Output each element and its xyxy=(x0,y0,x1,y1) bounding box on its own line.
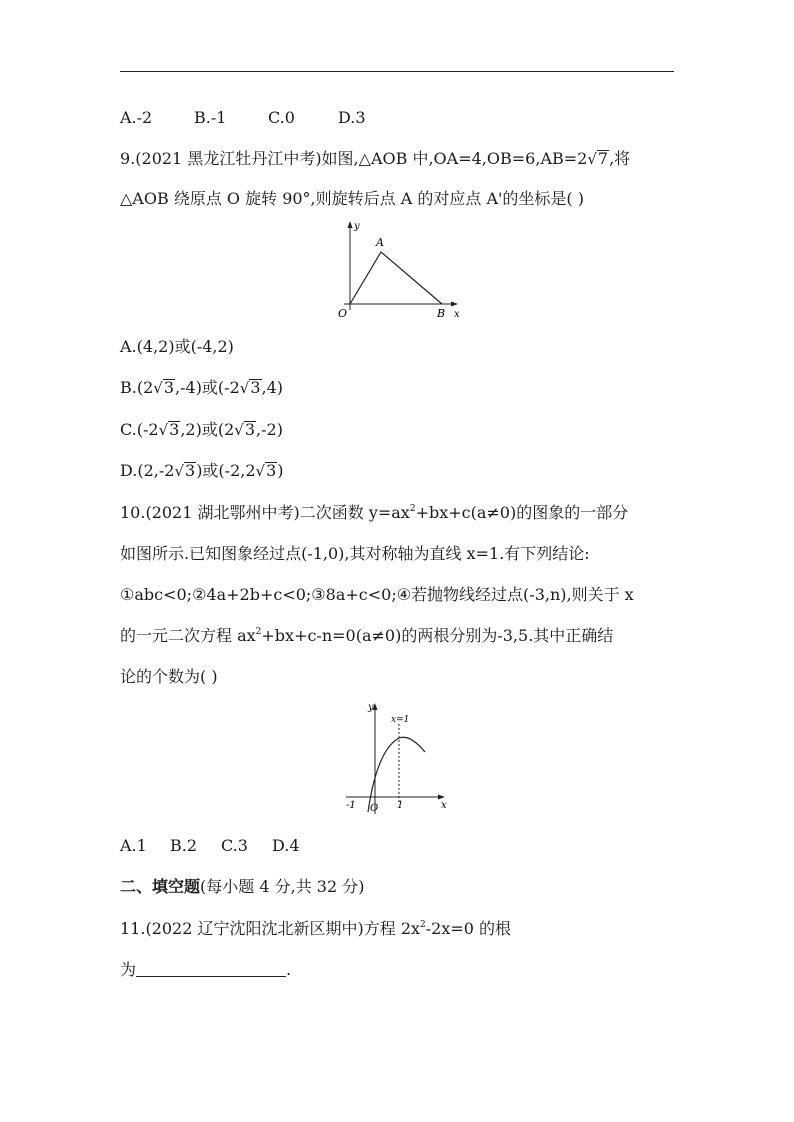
q10-label-symmetry: x=1 xyxy=(391,715,410,725)
q10-option-a: A.1 xyxy=(120,836,147,855)
q9-stem-line2: △AOB 绕原点 O 旋转 90°,则旋转后点 A 的对应点 A'的坐标是( ) xyxy=(120,189,584,208)
q10-option-c: C.3 xyxy=(221,836,248,855)
q10-label-one: 1 xyxy=(397,800,404,811)
q9-option-d: D.(2,-2√3)或(-2,2√3) xyxy=(120,461,284,480)
q9-label-x: x xyxy=(454,309,460,320)
q11-stem-line2: 为 . xyxy=(120,960,292,979)
q9-y-arrow xyxy=(348,221,353,228)
q10-stem-line4: 的一元二次方程 $ax^2+bx+c-n=0(a\ne 0)$的两根分别为-3,5.其中正确结 xyxy=(120,626,614,645)
q9-option-b: B.(2√3,-4)或(-2√3,4) xyxy=(120,378,284,397)
q10-label-x: x xyxy=(441,800,447,811)
section-note: (每小题 4 分,共 32 分) xyxy=(200,877,365,896)
q9-figure xyxy=(330,218,470,324)
option-c: C.0 xyxy=(268,108,295,127)
prev-options xyxy=(120,107,366,129)
section-heading xyxy=(120,876,364,898)
q9-label-b: B xyxy=(437,307,446,320)
q10-label-y: y xyxy=(368,702,374,713)
q11-stem-line1: 11.(2022 辽宁沈阳沈北新区期中)方程 $2x^2-2x=0$ 的根 xyxy=(120,919,512,938)
option-d: D.3 xyxy=(338,108,366,127)
q10-label-o: O xyxy=(370,803,379,814)
q9-option-c: C.(-2√3,2)或(2√3,-2) xyxy=(120,420,283,439)
q10-stem-line1: 10.(2021 湖北鄂州中考)二次函数 $y=ax^2+bx+c(a\ne 0)$的图象的一部分 xyxy=(120,503,629,522)
option-b: B.-1 xyxy=(194,108,227,127)
q10-figure xyxy=(342,700,454,820)
q10-label-neg1: -1 xyxy=(346,800,356,811)
q10-stem-line5: 论的个数为( ) xyxy=(120,667,218,686)
section-title: 二、填空题 xyxy=(120,877,201,896)
q10-stem-line2: 如图所示.已知图象经过点(-1,0),其对称轴为直线 x=1.有下列结论: xyxy=(120,544,590,563)
option-a: A.-2 xyxy=(120,108,153,127)
q9-label-y: y xyxy=(354,221,360,232)
q10-options xyxy=(120,835,300,857)
q10-option-d: D.4 xyxy=(272,836,300,855)
q11-answer-blank[interactable] xyxy=(136,960,286,977)
q9-label-o: O xyxy=(338,307,348,320)
q9-option-a: A.(4,2)或(-4,2) xyxy=(120,337,234,356)
header-rule xyxy=(120,71,674,72)
q9-triangle xyxy=(350,252,442,304)
q10-option-b: B.2 xyxy=(170,836,198,855)
q9-x-arrow xyxy=(451,302,458,307)
q10-x-arrow xyxy=(438,795,445,800)
q10-stem-line3: ①abc<0;②4a+2b+c<0;③8a+c<0;④若抛物线经过点(-3,n),则关于 x xyxy=(120,585,634,604)
q9-stem-line1: 9.(2021 黑龙江牡丹江中考)如图,△AOB 中,OA=4,OB=6,AB=2√7,将 xyxy=(120,149,631,168)
q9-label-a: A xyxy=(376,236,384,249)
